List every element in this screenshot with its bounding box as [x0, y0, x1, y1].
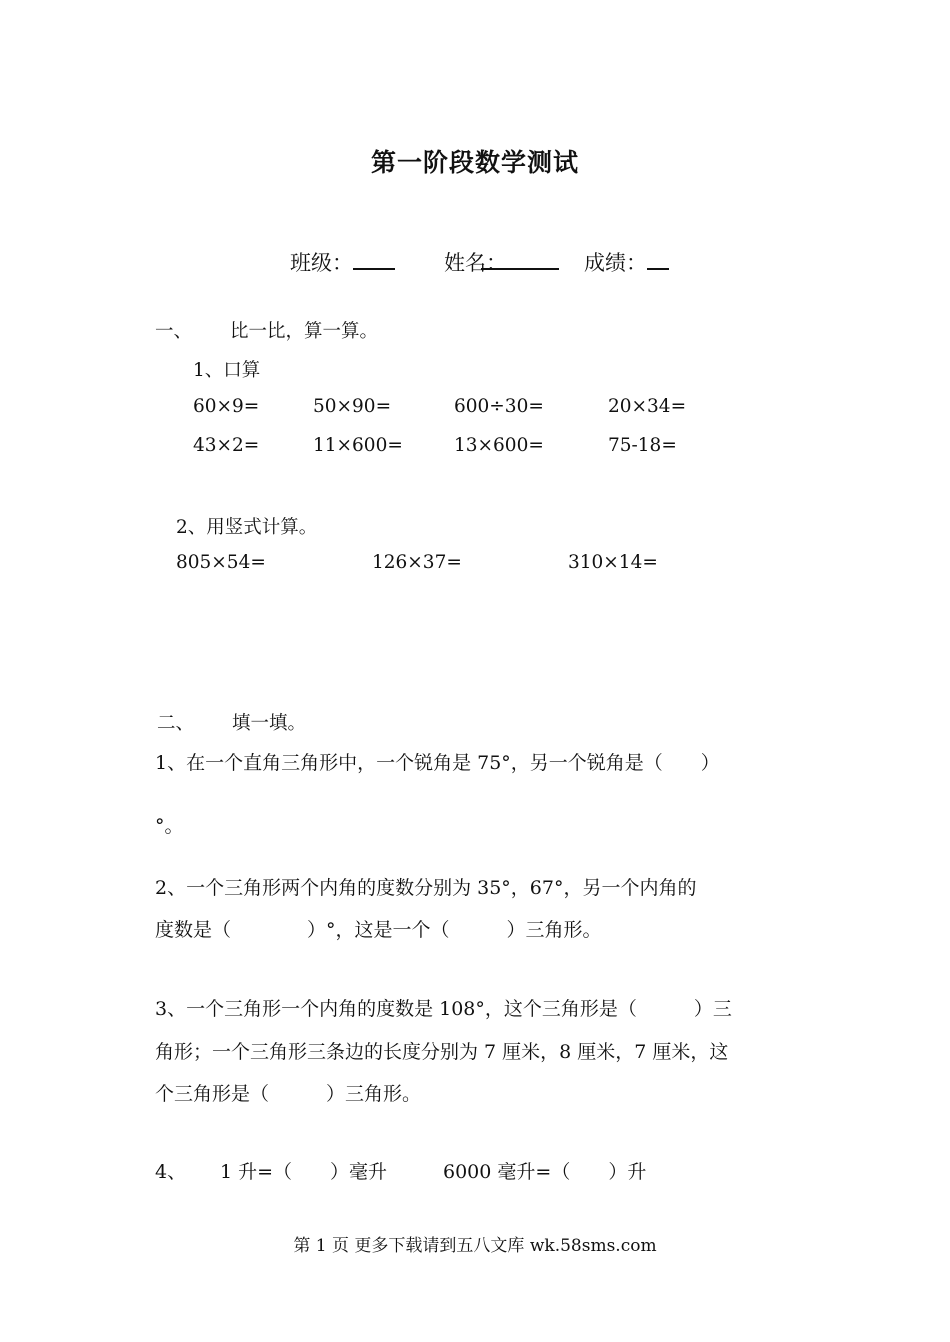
question-1-line: 1、在一个直角三角形中，一个锐角是 75°，另一个锐角是（ ） — [155, 752, 720, 774]
oral-problem: 11×600= — [313, 435, 403, 456]
class-field — [290, 247, 395, 277]
oral-calc-label: 1、口算 — [193, 360, 261, 381]
section1-heading: 比一比，算一算。 — [230, 321, 379, 342]
question-3-line: 个三角形是（ ）三角形。 — [155, 1083, 422, 1105]
oral-problem: 43×2= — [193, 435, 260, 456]
question-1-line: °。 — [155, 815, 184, 837]
question-4-part: 1 升=（ ）毫升 — [220, 1161, 388, 1183]
vertical-problem: 805×54= — [176, 552, 266, 573]
score-field — [584, 247, 669, 277]
section2-number: 二、 — [157, 713, 195, 734]
question-2-line: 2、一个三角形两个内角的度数分别为 35°，67°，另一个内角的 — [155, 877, 697, 899]
vertical-problem: 310×14= — [568, 552, 658, 573]
vertical-calc-label: 2、用竖式计算。 — [176, 517, 318, 538]
oral-problem: 600÷30= — [454, 396, 544, 417]
question-4-part: 6000 毫升=（ ）升 — [443, 1161, 647, 1183]
score-blank — [647, 248, 669, 270]
name-blank — [481, 248, 559, 270]
question-3-line: 3、一个三角形一个内角的度数是 108°，这个三角形是（ ）三 — [155, 998, 732, 1020]
question-2-line: 度数是（ ）°，这是一个（ ）三角形。 — [155, 919, 602, 941]
oral-problem: 20×34= — [608, 396, 687, 417]
name-label: 姓名： — [444, 251, 507, 275]
section2-heading: 填一填。 — [232, 713, 307, 734]
name-field — [444, 247, 559, 277]
question-4-number: 4、 — [155, 1161, 187, 1183]
score-label: 成绩： — [584, 251, 647, 275]
oral-problem: 50×90= — [313, 396, 392, 417]
oral-problem: 60×9= — [193, 396, 260, 417]
oral-problem: 13×600= — [454, 435, 544, 456]
page-footer: 第 1 页 更多下载请到五八文库 wk.58sms.com — [293, 1236, 657, 1256]
class-label: 班级： — [290, 251, 353, 275]
question-3-line: 角形；一个三角形三条边的长度分别为 7 厘米，8 厘米，7 厘米，这 — [155, 1041, 729, 1063]
page-title: 第一阶段数学测试 — [370, 148, 579, 177]
vertical-problem: 126×37= — [372, 552, 462, 573]
class-blank — [353, 248, 395, 270]
oral-problem: 75-18= — [608, 435, 677, 456]
section1-number: 一、 — [155, 321, 193, 342]
